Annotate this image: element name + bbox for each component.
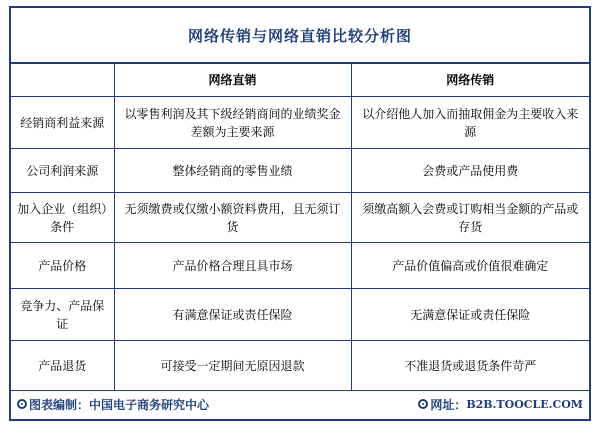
comparison-frame (9, 6, 591, 421)
pyramid-cell: 会费或产品使用费 (351, 149, 589, 193)
pyramid-cell: 产品价值偏高或价值很难确定 (351, 243, 589, 289)
title-bar (11, 8, 589, 63)
bullet-icon (17, 399, 27, 409)
site-label: 网址： (430, 397, 467, 412)
direct-cell: 产品价格合理且具市场 (114, 243, 351, 289)
pyramid-cell: 无满意保证或责任保险 (351, 289, 589, 341)
page-title: 网络传销与网络直销比较分析图 (187, 26, 412, 45)
row-label: 经销商利益来源 (11, 97, 114, 149)
pyramid-cell: 不准退货或退货条件苛严 (351, 341, 589, 391)
row-label: 公司利润来源 (11, 149, 114, 193)
direct-cell: 有满意保证或责任保险 (114, 289, 351, 341)
footer (11, 389, 589, 419)
comparison-table (11, 63, 589, 391)
source-credit (17, 396, 209, 413)
row-label: 加入企业（组织）条件 (11, 193, 114, 243)
header-empty (11, 64, 114, 97)
pyramid-cell: 以介绍他人加入而抽取佣金为主要收入来源 (351, 97, 589, 149)
direct-cell: 可接受一定期间无原因退款 (114, 341, 351, 391)
site-credit (418, 396, 583, 413)
table-row (11, 289, 589, 341)
source-label: 图表编制：中国电子商务研究中心 (29, 397, 210, 412)
direct-cell: 以零售利润及其下级经销商间的业绩奖金差额为主要来源 (114, 97, 351, 149)
table-header-row (11, 64, 589, 97)
table-row (11, 97, 589, 149)
bullet-icon (418, 399, 428, 409)
table-row (11, 149, 589, 193)
table-row (11, 193, 589, 243)
direct-cell: 无须缴费或仅缴小额资料费用，且无须订货 (114, 193, 351, 243)
row-label: 竞争力、产品保证 (11, 289, 114, 341)
row-label: 产品价格 (11, 243, 114, 289)
table-row (11, 341, 589, 391)
direct-cell: 整体经销商的零售业绩 (114, 149, 351, 193)
row-label: 产品退货 (11, 341, 114, 391)
header-pyramid-sales: 网络传销 (351, 64, 589, 97)
header-direct-sales: 网络直销 (114, 64, 351, 97)
site-url: B2B.TOOCLE.COM (466, 397, 583, 411)
table-row (11, 243, 589, 289)
pyramid-cell: 须缴高额入会费或订购相当金额的产品或存货 (351, 193, 589, 243)
